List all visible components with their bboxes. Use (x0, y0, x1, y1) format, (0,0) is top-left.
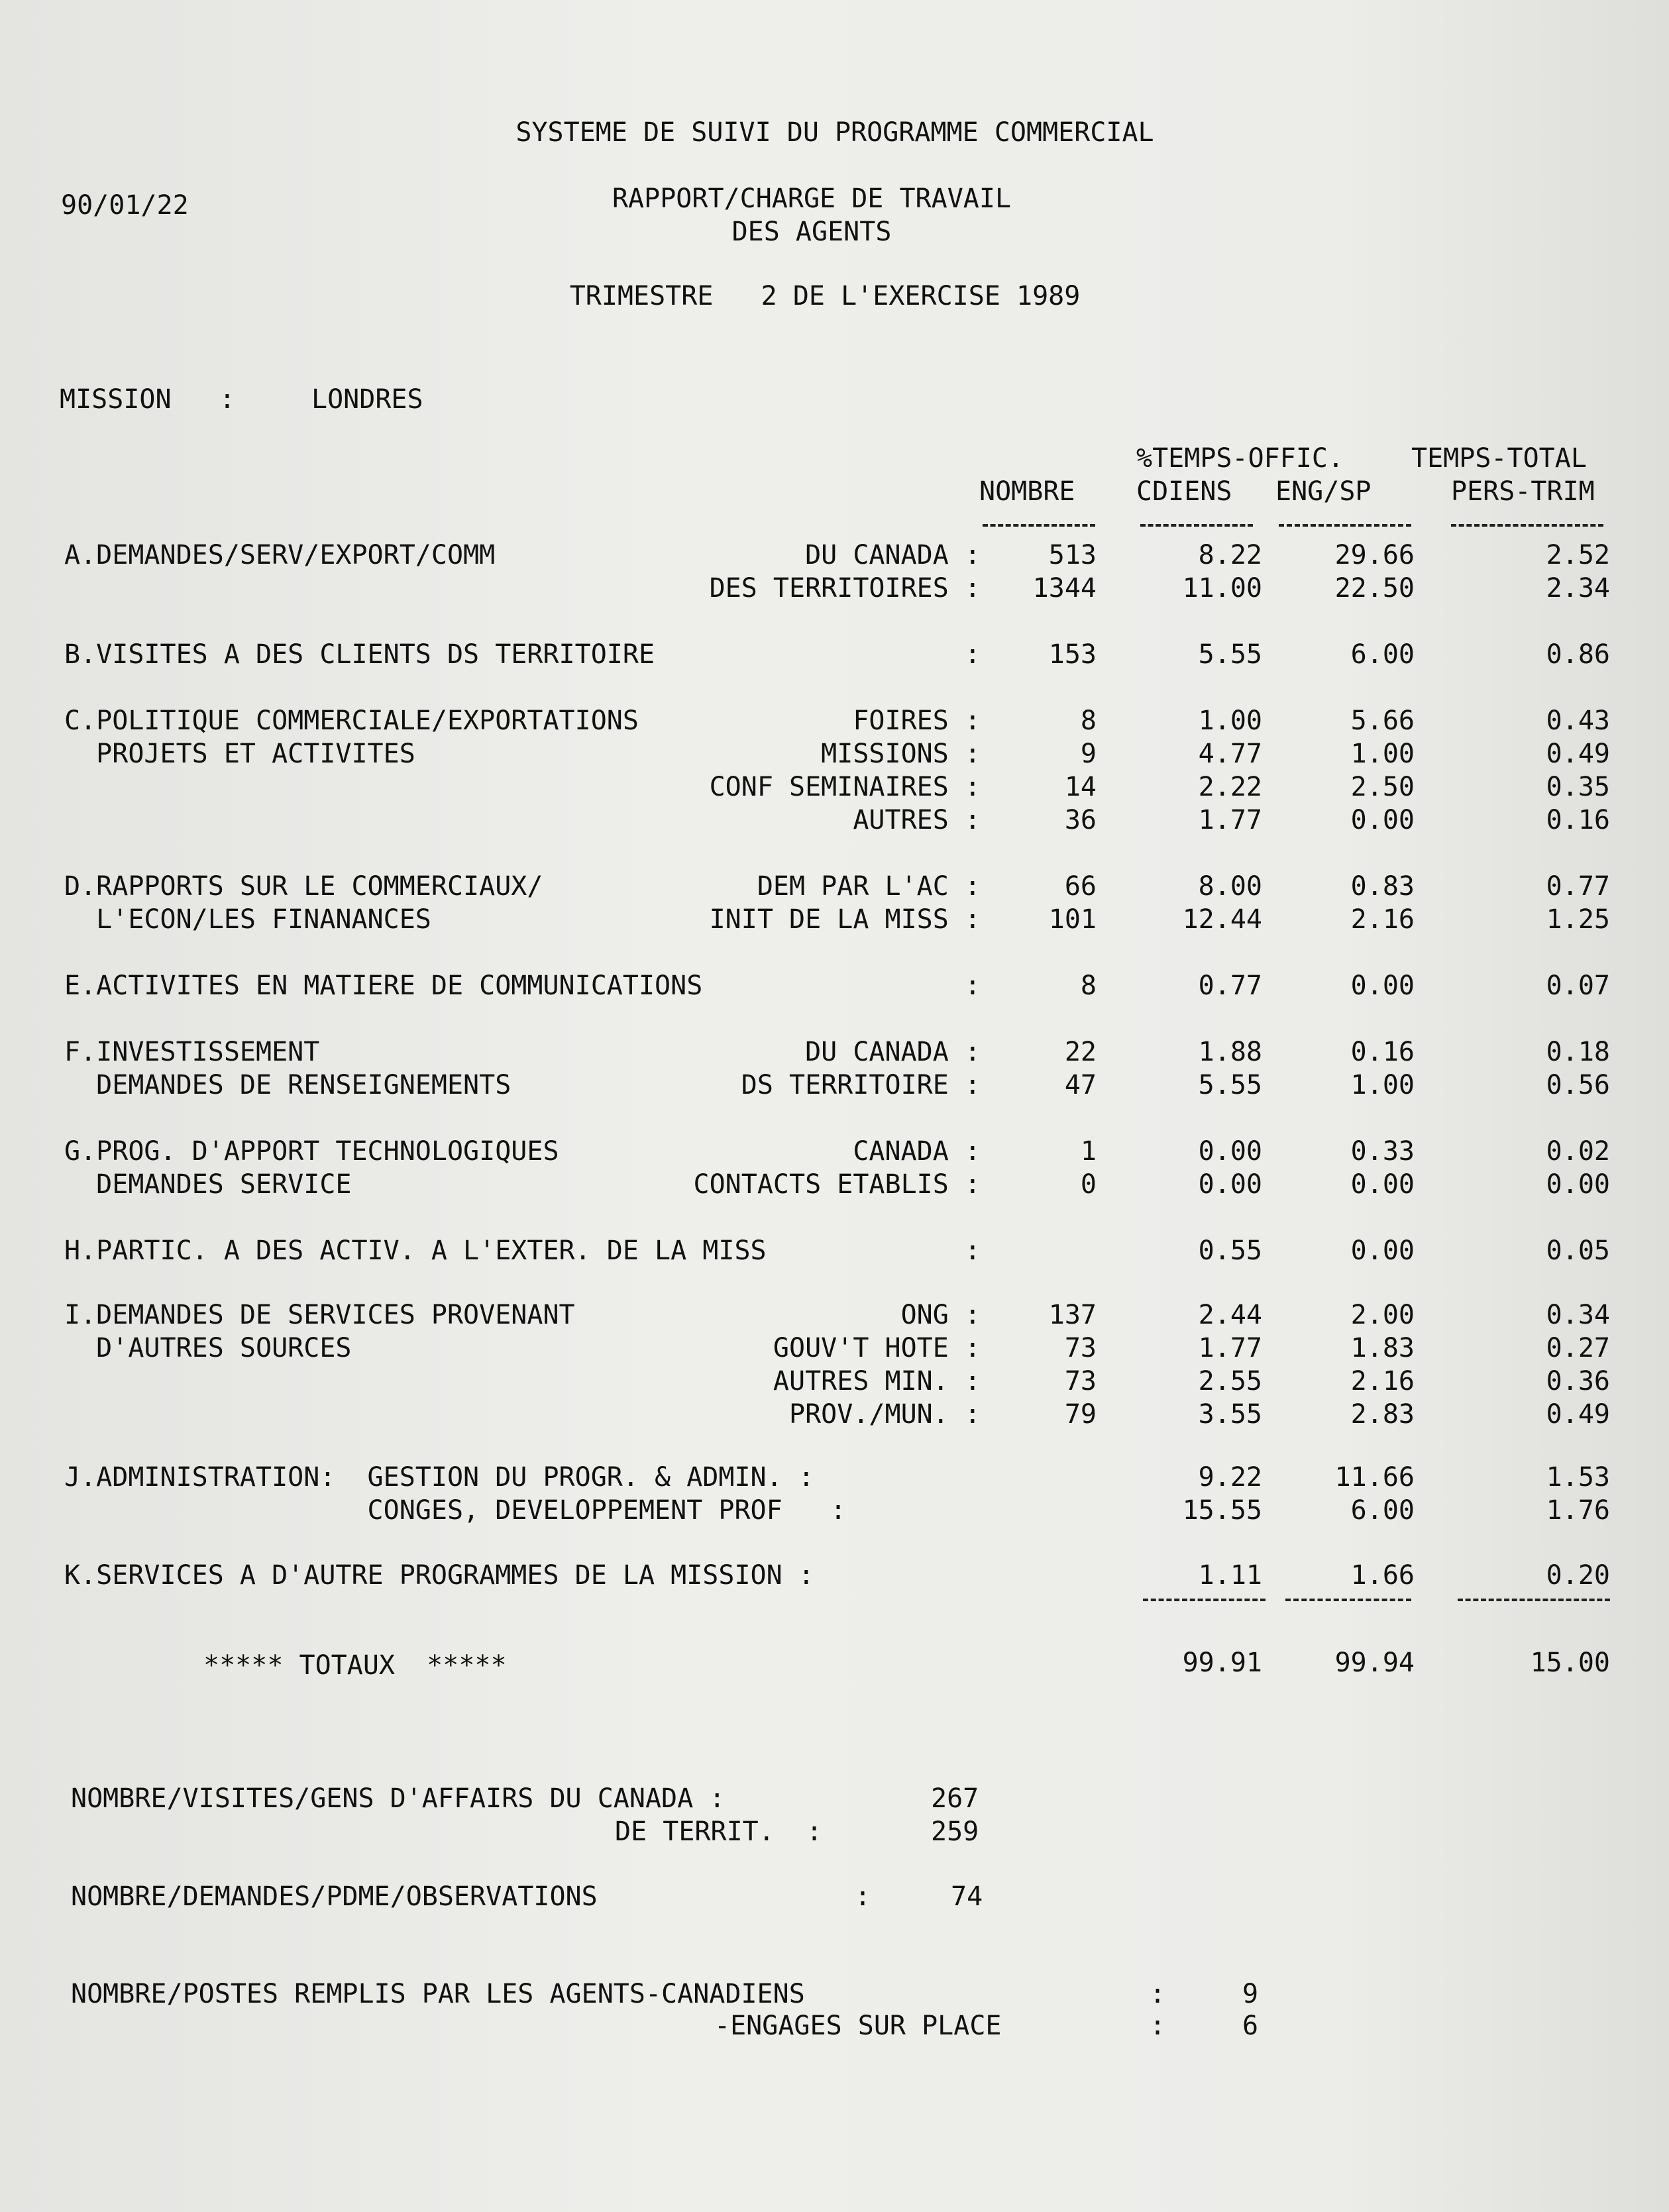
row-label: B.VISITES A DES CLIENTS DS TERRITOIRE (64, 639, 655, 670)
row-perstrim: 0.07 (1546, 971, 1610, 1001)
row-sublabel: PROV./MUN. : (789, 1399, 981, 1430)
row-cdiens: 2.44 (1198, 1300, 1262, 1330)
row-nombre: 1 (1080, 1136, 1097, 1167)
row-engsp: 1.00 (1350, 1070, 1415, 1100)
row-engsp: 1.00 (1350, 739, 1415, 769)
row-sublabel: DU CANADA : (805, 1037, 981, 1067)
totals-cdiens: 99.91 (1182, 1648, 1262, 1678)
header-rule-perstrim (1451, 524, 1603, 527)
header-rule-cdiens (1140, 524, 1253, 527)
row-perstrim: 0.36 (1546, 1366, 1610, 1396)
report-quarter: TRIMESTRE 2 DE L'EXERCISE 1989 (569, 281, 1081, 311)
row-label: F.INVESTISSEMENT (64, 1037, 320, 1067)
row-engsp: 0.00 (1350, 1169, 1415, 1200)
footer-demandes-value: 74 (951, 1881, 983, 1912)
footer-demandes-colon: : (855, 1881, 871, 1912)
totals-perstrim: 15.00 (1530, 1648, 1610, 1678)
row-nombre: 513 (1048, 540, 1097, 570)
row-cdiens: 8.00 (1198, 871, 1262, 902)
row-label: I.DEMANDES DE SERVICES PROVENANT (64, 1300, 575, 1330)
row-cdiens: 0.00 (1198, 1169, 1262, 1200)
row-sublabel: CONTACTS ETABLIS : (693, 1169, 981, 1200)
row-cdiens: 5.55 (1198, 639, 1262, 670)
footer-visites-canada: 267 (931, 1783, 979, 1814)
totals-engsp: 99.94 (1334, 1648, 1415, 1678)
row-perstrim: 0.00 (1546, 1169, 1610, 1200)
row-cdiens: 1.77 (1198, 1333, 1262, 1363)
row-nombre: 1344 (1032, 573, 1097, 604)
row-sublabel: CANADA : (853, 1136, 981, 1167)
row-sublabel: : (964, 639, 981, 670)
row-cdiens: 5.55 (1198, 1070, 1262, 1100)
row-cdiens: 4.77 (1198, 739, 1262, 769)
row-perstrim: 0.34 (1546, 1300, 1610, 1330)
row-perstrim: 1.25 (1546, 904, 1610, 935)
row-cdiens: 0.00 (1198, 1136, 1262, 1167)
row-nombre: 36 (1064, 805, 1097, 835)
row-sublabel: FOIRES : (853, 706, 981, 736)
row-perstrim: 2.52 (1546, 540, 1610, 570)
row-sublabel: GOUV'T HOTE : (773, 1333, 981, 1363)
row-engsp: 0.00 (1350, 1236, 1415, 1266)
footer-visites-label: NOMBRE/VISITES/GENS D'AFFAIRS DU CANADA : (71, 1783, 726, 1814)
column-header-cdiens: CDIENS (1136, 476, 1232, 507)
totals-rule-perstrim (1458, 1599, 1610, 1601)
row-label: K.SERVICES A D'AUTRE PROGRAMMES DE LA MISSION : (64, 1560, 814, 1591)
row-engsp: 0.00 (1350, 805, 1415, 835)
row-sublabel: AUTRES MIN. : (773, 1366, 981, 1396)
footer-demandes-label: NOMBRE/DEMANDES/PDME/OBSERVATIONS (71, 1881, 598, 1912)
row-cdiens: 0.77 (1198, 971, 1262, 1001)
row-sublabel: AUTRES : (853, 805, 981, 835)
column-header-perstrim: PERS-TRIM (1451, 476, 1595, 507)
row-engsp: 5.66 (1350, 706, 1415, 736)
row-perstrim: 0.27 (1546, 1333, 1610, 1363)
row-nombre: 47 (1064, 1070, 1097, 1100)
row-perstrim: 0.02 (1546, 1136, 1610, 1167)
row-engsp: 1.83 (1350, 1333, 1415, 1363)
report-title: SYSTEME DE SUIVI DU PROGRAMME COMMERCIAL (515, 117, 1154, 148)
row-sublabel: DES TERRITOIRES : (709, 573, 981, 604)
row-nombre: 8 (1080, 706, 1097, 736)
row-sublabel: : (964, 1236, 981, 1266)
mission-label: MISSION : (60, 384, 235, 415)
footer-postes-cdn: 9 (1242, 1979, 1259, 2009)
footer-territ-label: DE TERRIT. : (615, 1817, 823, 1847)
totals-label: ***** TOTAUX ***** (203, 1650, 507, 1681)
row-label: E.ACTIVITES EN MATIERE DE COMMUNICATIONS (64, 971, 703, 1001)
row-cdiens: 2.55 (1198, 1366, 1262, 1396)
row-label: DEMANDES DE RENSEIGNEMENTS (64, 1070, 511, 1100)
row-nombre: 9 (1080, 739, 1097, 769)
row-label: J.ADMINISTRATION: GESTION DU PROGR. & ADMIN. : (64, 1462, 814, 1493)
row-label: C.POLITIQUE COMMERCIALE/EXPORTATIONS (64, 706, 639, 736)
row-cdiens: 2.22 (1198, 772, 1262, 802)
row-engsp: 29.66 (1334, 540, 1415, 570)
footer-engages-label: -ENGAGES SUR PLACE (714, 2011, 1002, 2041)
row-cdiens: 3.55 (1198, 1399, 1262, 1430)
row-nombre: 22 (1064, 1037, 1097, 1067)
row-perstrim: 0.49 (1546, 739, 1610, 769)
row-engsp: 2.00 (1350, 1300, 1415, 1330)
report-date: 90/01/22 (61, 190, 189, 221)
footer-postes-label: NOMBRE/POSTES REMPLIS PAR LES AGENTS-CANADIENS (71, 1979, 805, 2009)
row-label: D'AUTRES SOURCES (64, 1333, 352, 1363)
row-perstrim: 2.34 (1546, 573, 1610, 604)
footer-postes-colon: : (1150, 1979, 1166, 2009)
row-nombre: 153 (1048, 639, 1097, 670)
row-label: PROJETS ET ACTIVITES (64, 739, 415, 769)
row-sublabel: CONF SEMINAIRES : (709, 772, 981, 802)
row-perstrim: 1.53 (1546, 1462, 1610, 1493)
row-engsp: 0.16 (1350, 1037, 1415, 1067)
footer-engages-colon: : (1150, 2011, 1166, 2041)
row-cdiens: 1.77 (1198, 805, 1262, 835)
row-nombre: 79 (1064, 1399, 1097, 1430)
row-engsp: 2.83 (1350, 1399, 1415, 1430)
totals-rule-cdiens (1143, 1599, 1265, 1601)
row-cdiens: 1.00 (1198, 706, 1262, 736)
row-label: D.RAPPORTS SUR LE COMMERCIAUX/ (64, 871, 543, 902)
row-engsp: 1.66 (1350, 1560, 1415, 1591)
row-label: DEMANDES SERVICE (64, 1169, 352, 1200)
row-engsp: 0.83 (1350, 871, 1415, 902)
row-cdiens: 1.88 (1198, 1037, 1262, 1067)
row-cdiens: 8.22 (1198, 540, 1262, 570)
header-rule-nombre (983, 524, 1095, 527)
row-engsp: 6.00 (1350, 639, 1415, 670)
row-perstrim: 0.35 (1546, 772, 1610, 802)
row-sublabel: : (964, 971, 981, 1001)
mission-value: LONDRES (311, 384, 423, 415)
row-cdiens: 11.00 (1182, 573, 1262, 604)
column-header-nombre: NOMBRE (979, 476, 1075, 507)
row-sublabel: MISSIONS : (821, 739, 981, 769)
row-perstrim: 0.86 (1546, 639, 1610, 670)
row-engsp: 2.16 (1350, 904, 1415, 935)
row-label: A.DEMANDES/SERV/EXPORT/COMM (64, 540, 496, 570)
row-sublabel: DEM PAR L'AC : (757, 871, 981, 902)
column-header-engsp: ENG/SP (1275, 476, 1372, 507)
row-label: G.PROG. D'APPORT TECHNOLOGIQUES (64, 1136, 559, 1167)
row-nombre: 0 (1080, 1169, 1097, 1200)
row-perstrim: 0.56 (1546, 1070, 1610, 1100)
row-perstrim: 0.05 (1546, 1236, 1610, 1266)
row-sublabel: INIT DE LA MISS : (709, 904, 981, 935)
row-sublabel: ONG : (900, 1300, 981, 1330)
row-perstrim: 0.18 (1546, 1037, 1610, 1067)
report-subtitle-line2: DES AGENTS (731, 217, 892, 247)
row-label: CONGES, DEVELOPPEMENT PROF : (64, 1495, 847, 1526)
row-engsp: 22.50 (1334, 573, 1415, 604)
row-nombre: 14 (1064, 772, 1097, 802)
row-engsp: 0.00 (1350, 971, 1415, 1001)
report-subtitle-line1: RAPPORT/CHARGE DE TRAVAIL (612, 184, 1012, 214)
row-sublabel: DS TERRITOIRE : (741, 1070, 981, 1100)
totals-rule-engsp (1285, 1599, 1411, 1601)
row-nombre: 101 (1048, 904, 1097, 935)
row-nombre: 137 (1048, 1300, 1097, 1330)
row-engsp: 6.00 (1350, 1495, 1415, 1526)
row-engsp: 2.50 (1350, 772, 1415, 802)
row-cdiens: 12.44 (1182, 904, 1262, 935)
row-nombre: 73 (1064, 1333, 1097, 1363)
row-engsp: 0.33 (1350, 1136, 1415, 1167)
row-perstrim: 0.16 (1546, 805, 1610, 835)
row-cdiens: 0.55 (1198, 1236, 1262, 1266)
row-cdiens: 9.22 (1198, 1462, 1262, 1493)
footer-postes-engages: 6 (1242, 2011, 1259, 2041)
footer-visites-territ: 259 (931, 1817, 979, 1847)
row-nombre: 66 (1064, 871, 1097, 902)
row-perstrim: 0.43 (1546, 706, 1610, 736)
header-rule-engsp (1279, 524, 1411, 527)
row-perstrim: 0.49 (1546, 1399, 1610, 1430)
row-nombre: 73 (1064, 1366, 1097, 1396)
row-cdiens: 1.11 (1198, 1560, 1262, 1591)
row-cdiens: 15.55 (1182, 1495, 1262, 1526)
row-engsp: 11.66 (1334, 1462, 1415, 1493)
row-engsp: 2.16 (1350, 1366, 1415, 1396)
row-label: H.PARTIC. A DES ACTIV. A L'EXTER. DE LA MISS (64, 1236, 767, 1266)
row-perstrim: 0.20 (1546, 1560, 1610, 1591)
row-nombre: 8 (1080, 971, 1097, 1001)
row-label: L'ECON/LES FINANANCES (64, 904, 431, 935)
row-perstrim: 0.77 (1546, 871, 1610, 902)
column-header-total: TEMPS-TOTAL (1411, 443, 1587, 474)
row-sublabel: DU CANADA : (805, 540, 981, 570)
row-perstrim: 1.76 (1546, 1495, 1610, 1526)
column-header-pct: %TEMPS-OFFIC. (1136, 443, 1344, 474)
